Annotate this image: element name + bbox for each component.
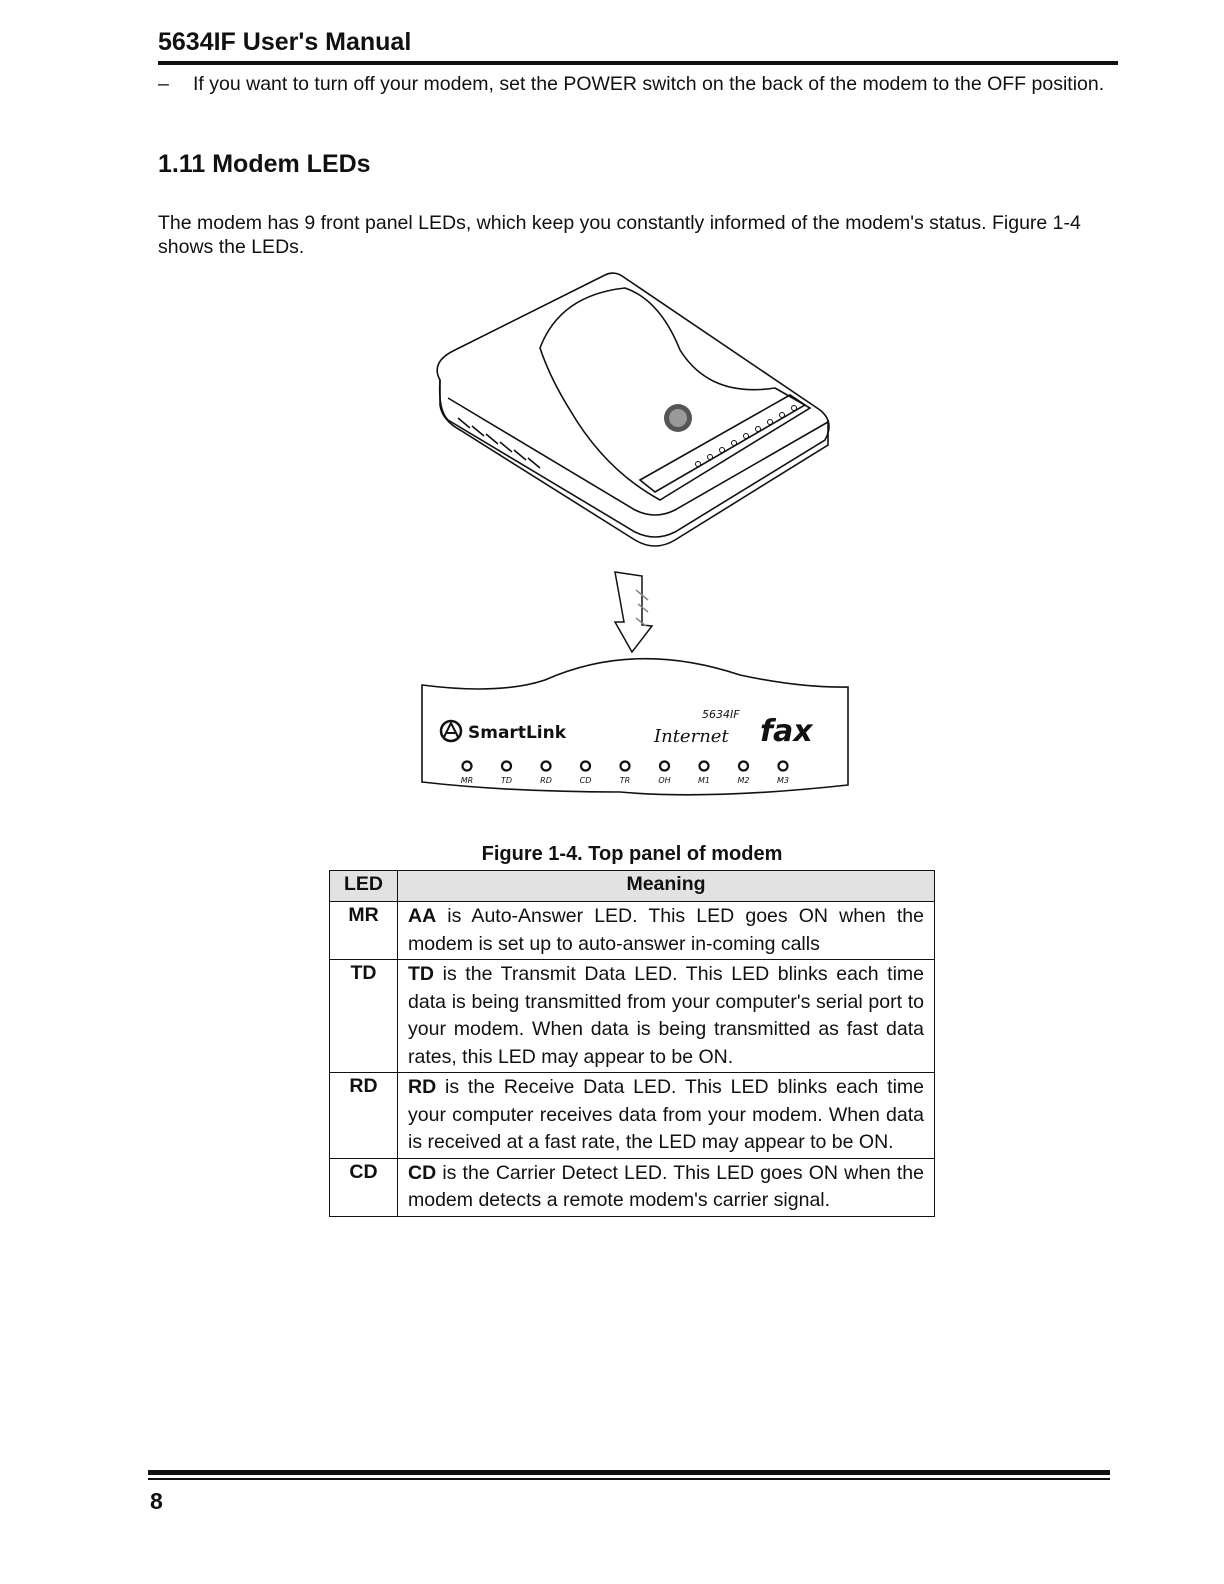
led-indicator-icon: [700, 762, 709, 771]
manual-title: 5634IF User's Manual: [158, 28, 412, 56]
led-indicator-icon: [542, 762, 551, 771]
led-label: M3: [777, 776, 789, 785]
figure-caption: Figure 1-4. Top panel of modem: [481, 843, 783, 865]
led-meaning-text: is the Receive Data LED. This LED blinks each time your computer receives data from your modem. When data is received at a fast rate, the LED may appear to be ON.: [408, 1076, 924, 1153]
speaker-grille-icon: [664, 404, 692, 432]
intro-paragraph: The modem has 9 front panel LEDs, which keep you constantly informed of the modem's status. Figure 1-4 shows the LEDs.: [158, 212, 1081, 258]
down-arrow-icon: [615, 572, 652, 652]
led-meaning-cell: [398, 902, 935, 960]
table-row: [330, 960, 935, 1073]
led-indicator-icon: [463, 762, 472, 771]
led-label: M1: [698, 776, 710, 785]
model-number: 5634IF: [702, 708, 740, 721]
led-code-cell: CD: [330, 1158, 398, 1216]
led-indicator-icon: [660, 762, 669, 771]
table-row: [330, 1158, 935, 1216]
led-meaning-cell: [398, 1158, 935, 1216]
led-label: TR: [619, 776, 631, 785]
brand-name: SmartLink: [468, 723, 567, 743]
header-rule: [158, 61, 1118, 65]
smartlink-logo-icon: [441, 721, 461, 741]
table-header-meaning: Meaning: [398, 871, 935, 902]
led-code-cell: TD: [330, 960, 398, 1073]
page-number: 8: [150, 1488, 163, 1514]
modem-illustration: [437, 273, 829, 546]
led-label: CD: [579, 776, 592, 785]
modem-figure: [410, 270, 850, 800]
table-header-row: [330, 871, 935, 902]
led-meaning-text: is the Carrier Detect LED. This LED goes ON when the modem detects a remote modem's carrier signal.: [408, 1161, 924, 1211]
table-row: [330, 1073, 935, 1159]
led-meaning-text: is the Transmit Data LED. This LED blinks each time data is being transmitted from your computer's serial port to your modem. When data is being transmitted as fast data rates, this LED may appear to be ON.: [408, 963, 924, 1068]
led-label: RD: [540, 776, 552, 785]
led-label: MR: [460, 776, 474, 785]
led-code-cell: RD: [330, 1073, 398, 1159]
power-off-note-text: If you want to turn off your modem, set the POWER switch on the back of the modem to the OFF position.: [193, 73, 1105, 95]
led-table: [329, 870, 935, 1217]
table-row: [330, 902, 935, 960]
internet-script: Internet: [654, 726, 729, 747]
case-leds-icon: [696, 406, 797, 467]
fax-logo: fax: [760, 714, 813, 749]
led-label: TD: [500, 776, 513, 785]
footer-rule-thin: [148, 1478, 1110, 1480]
bullet-dash: –: [158, 73, 169, 95]
led-indicator-icon: [581, 762, 590, 771]
section-title: 1.11 Modem LEDs: [158, 150, 371, 178]
table-header-led: LED: [330, 871, 398, 902]
led-indicator-icon: [779, 762, 788, 771]
led-meaning-text: is Auto-Answer LED. This LED goes ON when the modem is set up to auto-answer in-coming calls: [408, 905, 924, 955]
led-meaning-code: RD: [408, 1076, 437, 1098]
led-meaning-code: TD: [408, 963, 434, 985]
led-meaning-code: AA: [408, 905, 437, 927]
led-meaning-cell: [398, 1073, 935, 1159]
panel-led-row: [461, 762, 789, 786]
led-label: OH: [658, 776, 671, 785]
led-label: M2: [737, 776, 750, 785]
led-indicator-icon: [739, 762, 748, 771]
led-meaning-code: CD: [408, 1161, 437, 1184]
led-indicator-icon: [621, 762, 630, 771]
led-meaning-cell: [398, 960, 935, 1073]
led-indicator-icon: [502, 762, 511, 771]
footer-rule: [148, 1470, 1110, 1475]
led-code-cell: MR: [330, 902, 398, 960]
